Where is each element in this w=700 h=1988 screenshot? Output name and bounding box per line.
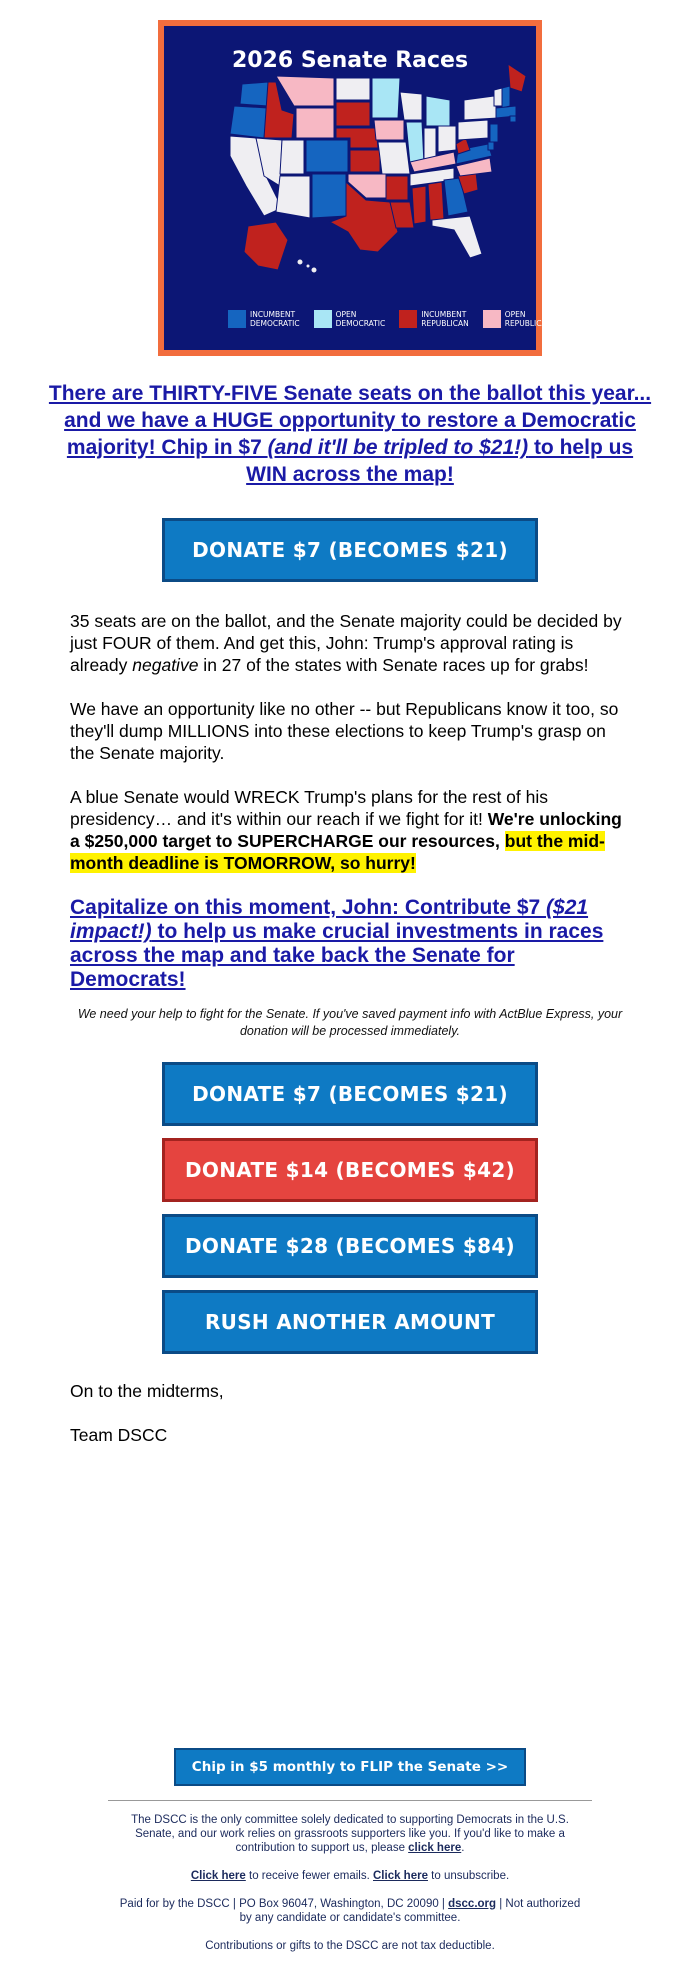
state-az bbox=[276, 176, 310, 218]
legend-label: REPUBLICAN bbox=[504, 319, 553, 328]
legend-swatch bbox=[399, 310, 417, 328]
email-body bbox=[40, 20, 660, 1953]
cta-link[interactable]: Capitalize on this moment, John: Contribute $7 ($21 impact!) to help us make crucial investments in races across the map and take back the Senate for Democrats! bbox=[70, 896, 604, 991]
legend-swatch bbox=[228, 310, 246, 328]
signoff bbox=[40, 1354, 660, 1446]
state-nj bbox=[490, 124, 498, 142]
state-oh bbox=[438, 126, 456, 152]
state-wy bbox=[296, 108, 334, 138]
unsubscribe-link[interactable]: Click here bbox=[373, 1870, 428, 1882]
state-vt bbox=[494, 88, 502, 106]
legend-item bbox=[314, 310, 386, 328]
us-map bbox=[164, 26, 536, 350]
legend-label: OPEN bbox=[504, 310, 526, 319]
state-co bbox=[306, 140, 348, 172]
fewer-emails-link[interactable]: Click here bbox=[190, 1870, 246, 1882]
paragraph-2: We have an opportunity like no other -- but Republicans know it too, so they'll dump MILLIONS into these elections to keep Trump's grasp on the Senate majority. bbox=[70, 699, 619, 763]
rush-another-amount-button[interactable]: RUSH ANOTHER AMOUNT bbox=[162, 1290, 538, 1354]
state-pa bbox=[458, 120, 488, 140]
donate-28-button[interactable]: DONATE $28 (BECOMES $84) bbox=[162, 1214, 538, 1278]
state-in bbox=[424, 128, 436, 160]
legend-label: INCUMBENT bbox=[250, 310, 296, 319]
headline-link[interactable] bbox=[48, 380, 652, 488]
donate-7-button[interactable]: DONATE $7 (BECOMES $21) bbox=[162, 1062, 538, 1126]
footer-divider bbox=[108, 1800, 592, 1801]
legend-label: OPEN bbox=[335, 310, 357, 319]
state-ms bbox=[412, 186, 426, 224]
donate-7-top-button[interactable]: DONATE $7 (BECOMES $21) bbox=[162, 518, 538, 582]
state-nm bbox=[312, 174, 346, 218]
legend-item bbox=[399, 310, 468, 328]
contribute-link[interactable]: click here bbox=[408, 1842, 462, 1854]
legend-label: REPUBLICAN bbox=[421, 319, 469, 328]
actblue-note: We need your help to fight for the Senate. If you've saved payment info with ActBlue Express, your donation will be processed immediately. bbox=[77, 1007, 623, 1038]
state-wa bbox=[240, 82, 268, 106]
deadline-highlight: but the mid-month deadline is TOMORROW, so hurry! bbox=[70, 831, 605, 873]
legend-label: DEMOCRATIC bbox=[250, 319, 300, 328]
state-hi bbox=[297, 259, 303, 265]
state-sd bbox=[336, 102, 370, 126]
state-me bbox=[508, 64, 526, 92]
footer-paid-for: Paid for by the DSCC | PO Box 96047, Washington, DC 20090 | dscc.org | Not authorized by any candidate or candidate's committee. bbox=[119, 1898, 581, 1924]
state-al bbox=[428, 182, 444, 220]
legend-label: DEMOCRATIC bbox=[335, 319, 386, 328]
headline-italic[interactable]: (and it'll be tripled to $21!) bbox=[267, 436, 529, 459]
state-mi bbox=[426, 96, 450, 126]
state-nd bbox=[336, 78, 370, 100]
legend-swatch bbox=[483, 310, 501, 328]
state-mo bbox=[378, 142, 410, 174]
dscc-site-link[interactable]: dscc.org bbox=[448, 1898, 497, 1910]
state-or bbox=[230, 106, 268, 138]
legend-item bbox=[228, 310, 300, 328]
state-fl bbox=[432, 216, 482, 258]
headline-text[interactable]: There are THIRTY-FIVE Senate seats on the ballot this year... and we have a HUGE opportunity to restore a Democratic majority! Chip in $7 bbox=[48, 382, 652, 459]
paragraph-1: 35 seats are on the ballot, and the Senate majority could be decided by just FOUR of them. And get this, John: Trump's approval rating is already negative in 27 of the states with Senate races up for grabs! bbox=[70, 611, 622, 675]
state-wi bbox=[400, 92, 422, 120]
monthly-donation-button[interactable]: Chip in $5 monthly to FLIP the Senate >> bbox=[174, 1748, 526, 1786]
headline-text[interactable]: to help us WIN across the map! bbox=[246, 436, 634, 486]
map-legend bbox=[228, 310, 553, 328]
state-ks bbox=[350, 150, 380, 172]
state-ia bbox=[374, 120, 404, 140]
state-mt bbox=[276, 76, 334, 106]
state-ut bbox=[280, 140, 304, 174]
legend-swatch bbox=[314, 310, 332, 328]
map-title: 2026 Senate Races bbox=[231, 48, 469, 73]
footer-about: The DSCC is the only committee solely dedicated to supporting Democrats in the U.S. Senate, and our work relies on grassroots supporters like you. If you'd like to make a contribution to support us, please click here. bbox=[131, 1814, 569, 1854]
state-ri bbox=[510, 116, 516, 122]
legend-label: INCUMBENT bbox=[421, 310, 467, 319]
map-panel bbox=[164, 26, 553, 350]
footer-email-prefs: Click here to receive fewer emails. Click here to unsubscribe. bbox=[190, 1870, 510, 1882]
state-de bbox=[488, 142, 494, 150]
state-nh bbox=[502, 86, 510, 108]
paragraph-3: A blue Senate would WRECK Trump's plans for the rest of his presidency… and it's within our reach if we fight for it! We're unlocking a $250,000 target to SUPERCHARGE our resources, but the mid-month deadline is TOMORROW, so hurry! bbox=[70, 787, 622, 873]
state-ar bbox=[386, 176, 408, 200]
donate-14-button[interactable]: DONATE $14 (BECOMES $42) bbox=[162, 1138, 538, 1202]
state-mn bbox=[372, 78, 400, 118]
signature: Team DSCC bbox=[70, 1425, 168, 1445]
state-ak bbox=[244, 222, 288, 270]
state-ny bbox=[464, 96, 498, 120]
legend-item bbox=[483, 310, 552, 328]
body-copy bbox=[40, 610, 660, 1040]
footer-tax-note: Contributions or gifts to the DSCC are not tax deductible. bbox=[205, 1940, 495, 1952]
senate-map-image[interactable] bbox=[158, 20, 553, 356]
state-il bbox=[406, 122, 424, 164]
signoff-line: On to the midterms, bbox=[70, 1381, 224, 1401]
